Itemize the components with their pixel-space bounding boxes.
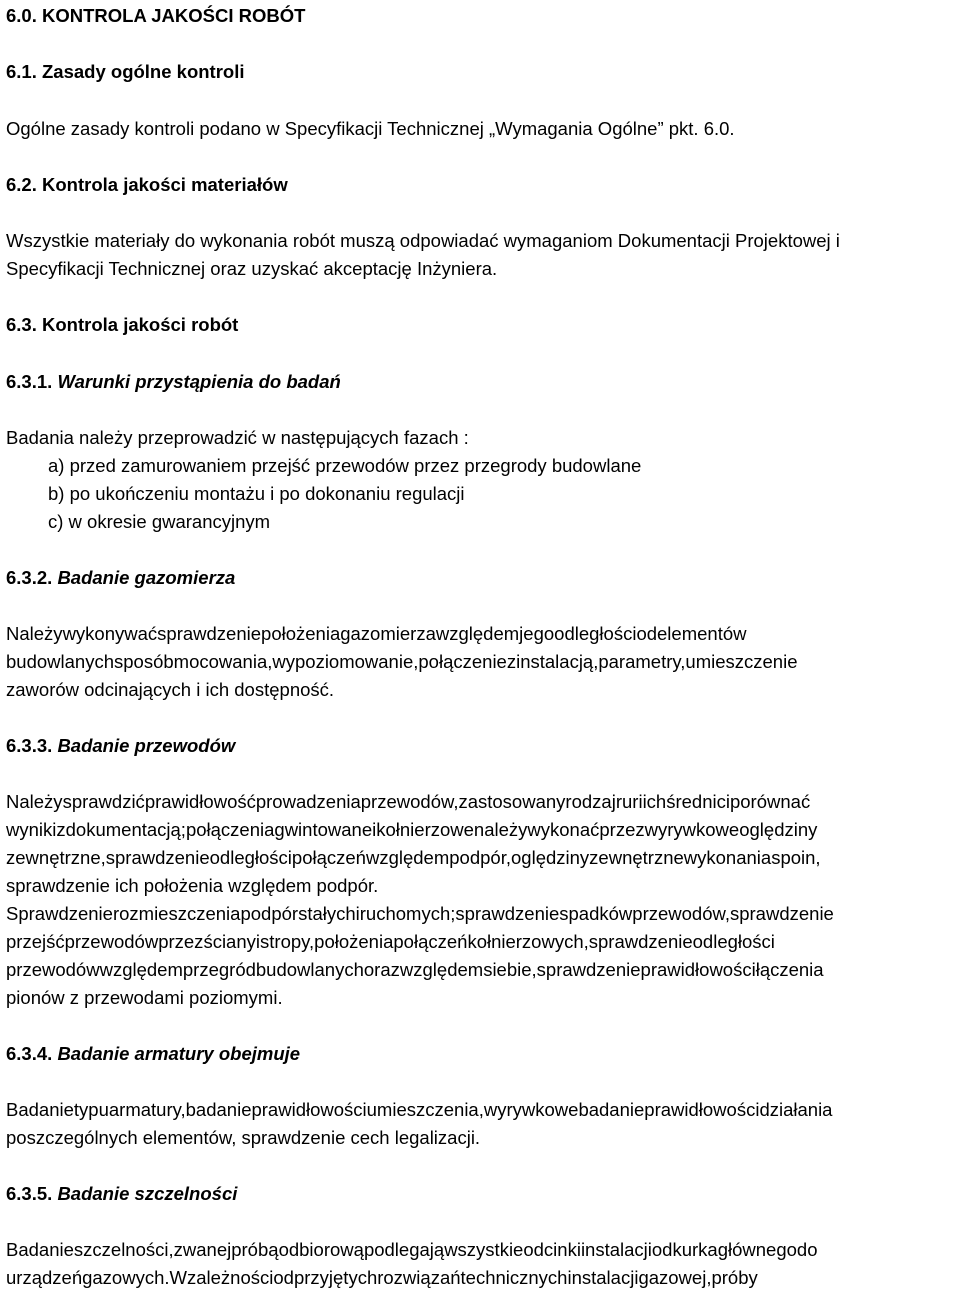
word: względem [399, 959, 484, 980]
word: typu [73, 1099, 109, 1120]
word: Badanie [6, 1239, 74, 1260]
word: badanie [578, 1099, 645, 1120]
section-6-3-4-paragraph [6, 1096, 956, 1152]
word: przez [158, 931, 204, 952]
section-6-0-heading: 6.0. KONTROLA JAKOŚCI ROBÓT [6, 5, 306, 26]
word: spadków [559, 903, 633, 924]
section-6-3-heading: 6.3. Kontrola jakości robót [6, 314, 239, 335]
word: względem [435, 623, 520, 644]
word: działania [759, 1099, 833, 1120]
word: sprawdzenie [536, 959, 641, 980]
word: z [506, 651, 517, 672]
word: ruchomych; [359, 903, 456, 924]
section-title: Warunki przystąpienia do badań [57, 371, 341, 392]
word: sprawdzić [62, 791, 145, 812]
word: armatury, [108, 1099, 186, 1120]
word: rozwiązań [377, 1267, 461, 1288]
word: parametry, [598, 651, 686, 672]
word: sprawdzenie [588, 931, 693, 952]
word: stropy, [260, 931, 315, 952]
word: przegród [182, 959, 256, 980]
word: gazowej, [638, 1267, 712, 1288]
word: i [638, 791, 643, 812]
word: kołnierzowe [376, 819, 474, 840]
section-6-3-2-paragraph [6, 620, 956, 704]
section-number: 6.3.5. [6, 1183, 53, 1204]
word: od [636, 623, 658, 644]
word: gazomierza [340, 623, 436, 644]
word: wszystkie [444, 1239, 524, 1260]
word: od [651, 1239, 673, 1260]
word: względem [99, 959, 183, 980]
paragraph-line-right: Projektowej i [735, 230, 840, 251]
phases-list [48, 452, 641, 536]
word: rozmieszczenia [112, 903, 241, 924]
word: ściany [203, 931, 256, 952]
word: kołnierzowych, [467, 931, 589, 952]
section-6-1-paragraph: Ogólne zasady kontroli podano w Specyfikacji Technicznej „Wymagania Ogólne” pkt. 6.0. [6, 118, 735, 139]
word: siebie, [483, 959, 537, 980]
word: badanie [185, 1099, 252, 1120]
word: przewodów [64, 931, 159, 952]
word: próby [711, 1267, 758, 1288]
word: prawidłowości [644, 1099, 760, 1120]
word: zastosowany [458, 791, 566, 812]
paragraph-line [6, 816, 956, 844]
word: średnic [666, 791, 726, 812]
word: przewodów, [360, 791, 459, 812]
word: zewnętrzne [589, 847, 684, 868]
word: połączeń [291, 847, 366, 868]
word: zwanej [173, 1239, 232, 1260]
paragraph-line: poszczególnych elementów, sprawdzenie cech legalizacji. [6, 1127, 481, 1148]
word: i [255, 931, 261, 952]
word: oględziny [739, 819, 818, 840]
paragraph-line [6, 844, 956, 872]
word: W [169, 1267, 187, 1288]
word: elementów [657, 623, 747, 644]
word: gazowych. [82, 1267, 170, 1288]
word: odległości [554, 623, 637, 644]
word: ich [642, 791, 667, 812]
paragraph-line [6, 788, 956, 816]
section-6-3-4-heading [6, 1040, 300, 1068]
word: wyniki [6, 819, 57, 840]
word: przewodów [6, 959, 100, 980]
paragraph-line: pionów z przewodami poziomymi. [6, 987, 283, 1008]
word: Należy [6, 791, 63, 812]
word: i [372, 819, 377, 840]
paragraph-line [6, 956, 956, 984]
word: względem [365, 847, 450, 868]
section-title: Badanie gazomierza [57, 567, 236, 588]
word: próbą [231, 1239, 279, 1260]
word: Sprawdzenie [6, 903, 113, 924]
word: dokumentacją; [65, 819, 186, 840]
word: oględziny [511, 847, 590, 868]
word: odcinki [523, 1239, 581, 1260]
word: prawidłowość [144, 791, 256, 812]
word: i [355, 903, 360, 924]
word: wypoziomowanie, [272, 651, 419, 672]
section-number: 6.3.1. [6, 371, 53, 392]
word: oraz [363, 959, 400, 980]
word: prawidłowości [640, 959, 756, 980]
list-item: b) po ukończeniu montażu i po dokonaniu regulacji [48, 483, 465, 504]
section-6-3-5-heading [6, 1180, 237, 1208]
section-6-3-5-paragraph [6, 1236, 956, 1292]
word: połączenia [185, 819, 275, 840]
word: stałych [298, 903, 356, 924]
list-item: a) przed zamurowaniem przejść przewodów przez przegrody budowlane [48, 455, 642, 476]
word: instalacją, [516, 651, 599, 672]
word: rur [615, 791, 639, 812]
paragraph-line [6, 648, 956, 676]
word: sprawdzenie [729, 903, 834, 924]
section-number: 6.3.4. [6, 1043, 53, 1064]
section-number: 6.3.2. [6, 567, 53, 588]
word: przejść [6, 931, 65, 952]
paragraph-line-left: Wszystkie materiały do wykonania robót muszą odpowiadać wymaganiom Dokumentacji [6, 230, 730, 251]
word: podpór [240, 903, 299, 924]
word: instalacji [567, 1267, 639, 1288]
word: prawidłowości [251, 1099, 367, 1120]
word: należy [473, 819, 528, 840]
paragraph-line: zaworów odcinających i ich dostępność. [6, 679, 335, 700]
word: wykonywać [62, 623, 158, 644]
word: spoin, [771, 847, 821, 868]
list-item: c) w okresie gwarancyjnym [48, 511, 271, 532]
word: budowlanych [255, 959, 364, 980]
word: gwintowane [274, 819, 373, 840]
section-title: Badanie szczelności [57, 1183, 238, 1204]
word: od [273, 1267, 294, 1288]
word: szczelności, [73, 1239, 174, 1260]
paragraph-line [6, 900, 956, 928]
word: przewodów, [632, 903, 730, 924]
word: położenia [314, 931, 394, 952]
word: urządzeń [6, 1267, 83, 1288]
paragraph-line [6, 227, 956, 255]
section-6-1-heading: 6.1. Zasady ogólne kontroli [6, 61, 245, 82]
word: wyrywkowe [644, 819, 740, 840]
word: przyjętych [293, 1267, 378, 1288]
section-number: 6.3.3. [6, 735, 53, 756]
paragraph-line [6, 1096, 956, 1124]
word: podpór, [449, 847, 511, 868]
word: sprawdzenie [455, 903, 560, 924]
paragraph-line: Specyfikacji Technicznej oraz uzyskać akceptację Inżyniera. [6, 258, 498, 279]
word: sposób [114, 651, 174, 672]
word: zewnętrzne, [6, 847, 106, 868]
word: jego [519, 623, 555, 644]
word: głównego [717, 1239, 797, 1260]
word: instalacji [580, 1239, 652, 1260]
word: odbiorową [278, 1239, 364, 1260]
word: Badanie [6, 1099, 74, 1120]
paragraph-line [6, 928, 956, 956]
section-title: Badanie armatury obejmuje [57, 1043, 301, 1064]
word: prowadzenia [255, 791, 361, 812]
word: odległości [209, 847, 292, 868]
word: położenia [261, 623, 341, 644]
word: przez [599, 819, 645, 840]
section-6-3-1-intro: Badania należy przeprowadzić w następujących fazach : [6, 427, 469, 448]
word: umieszczenie [685, 651, 798, 672]
section-6-3-3-heading [6, 732, 235, 760]
word: sprawdzenie [157, 623, 262, 644]
word: odległości [692, 931, 775, 952]
word: zależności [186, 1267, 274, 1288]
word: do [796, 1239, 818, 1260]
section-6-3-1-heading [6, 368, 341, 396]
word: podlegają [363, 1239, 445, 1260]
word: porównać [729, 791, 811, 812]
word: technicznych [460, 1267, 568, 1288]
word: wykonać [527, 819, 600, 840]
word: sprawdzenie [105, 847, 210, 868]
word: łączenia [755, 959, 824, 980]
section-6-2-heading: 6.2. Kontrola jakości materiałów [6, 174, 288, 195]
word: wykonania [683, 847, 772, 868]
section-6-3-2-heading [6, 564, 235, 592]
word: i [725, 791, 730, 812]
paragraph-line: sprawdzenie ich położenia względem podpór. [6, 875, 379, 896]
section-6-2-paragraph [6, 227, 956, 283]
section-6-3-3-paragraph [6, 788, 956, 1012]
word: umieszczenia, [366, 1099, 484, 1120]
word: mocowania, [173, 651, 273, 672]
paragraph-line [6, 620, 956, 648]
word: Należy [6, 623, 63, 644]
word: połączeń [393, 931, 468, 952]
word: kurka [672, 1239, 718, 1260]
paragraph-line [6, 1236, 956, 1264]
section-title: Badanie przewodów [57, 735, 236, 756]
word: połączenie [418, 651, 507, 672]
word: wyrywkowe [483, 1099, 579, 1120]
word: z [56, 819, 66, 840]
word: budowlanych [6, 651, 114, 672]
word: rodzaj [565, 791, 616, 812]
